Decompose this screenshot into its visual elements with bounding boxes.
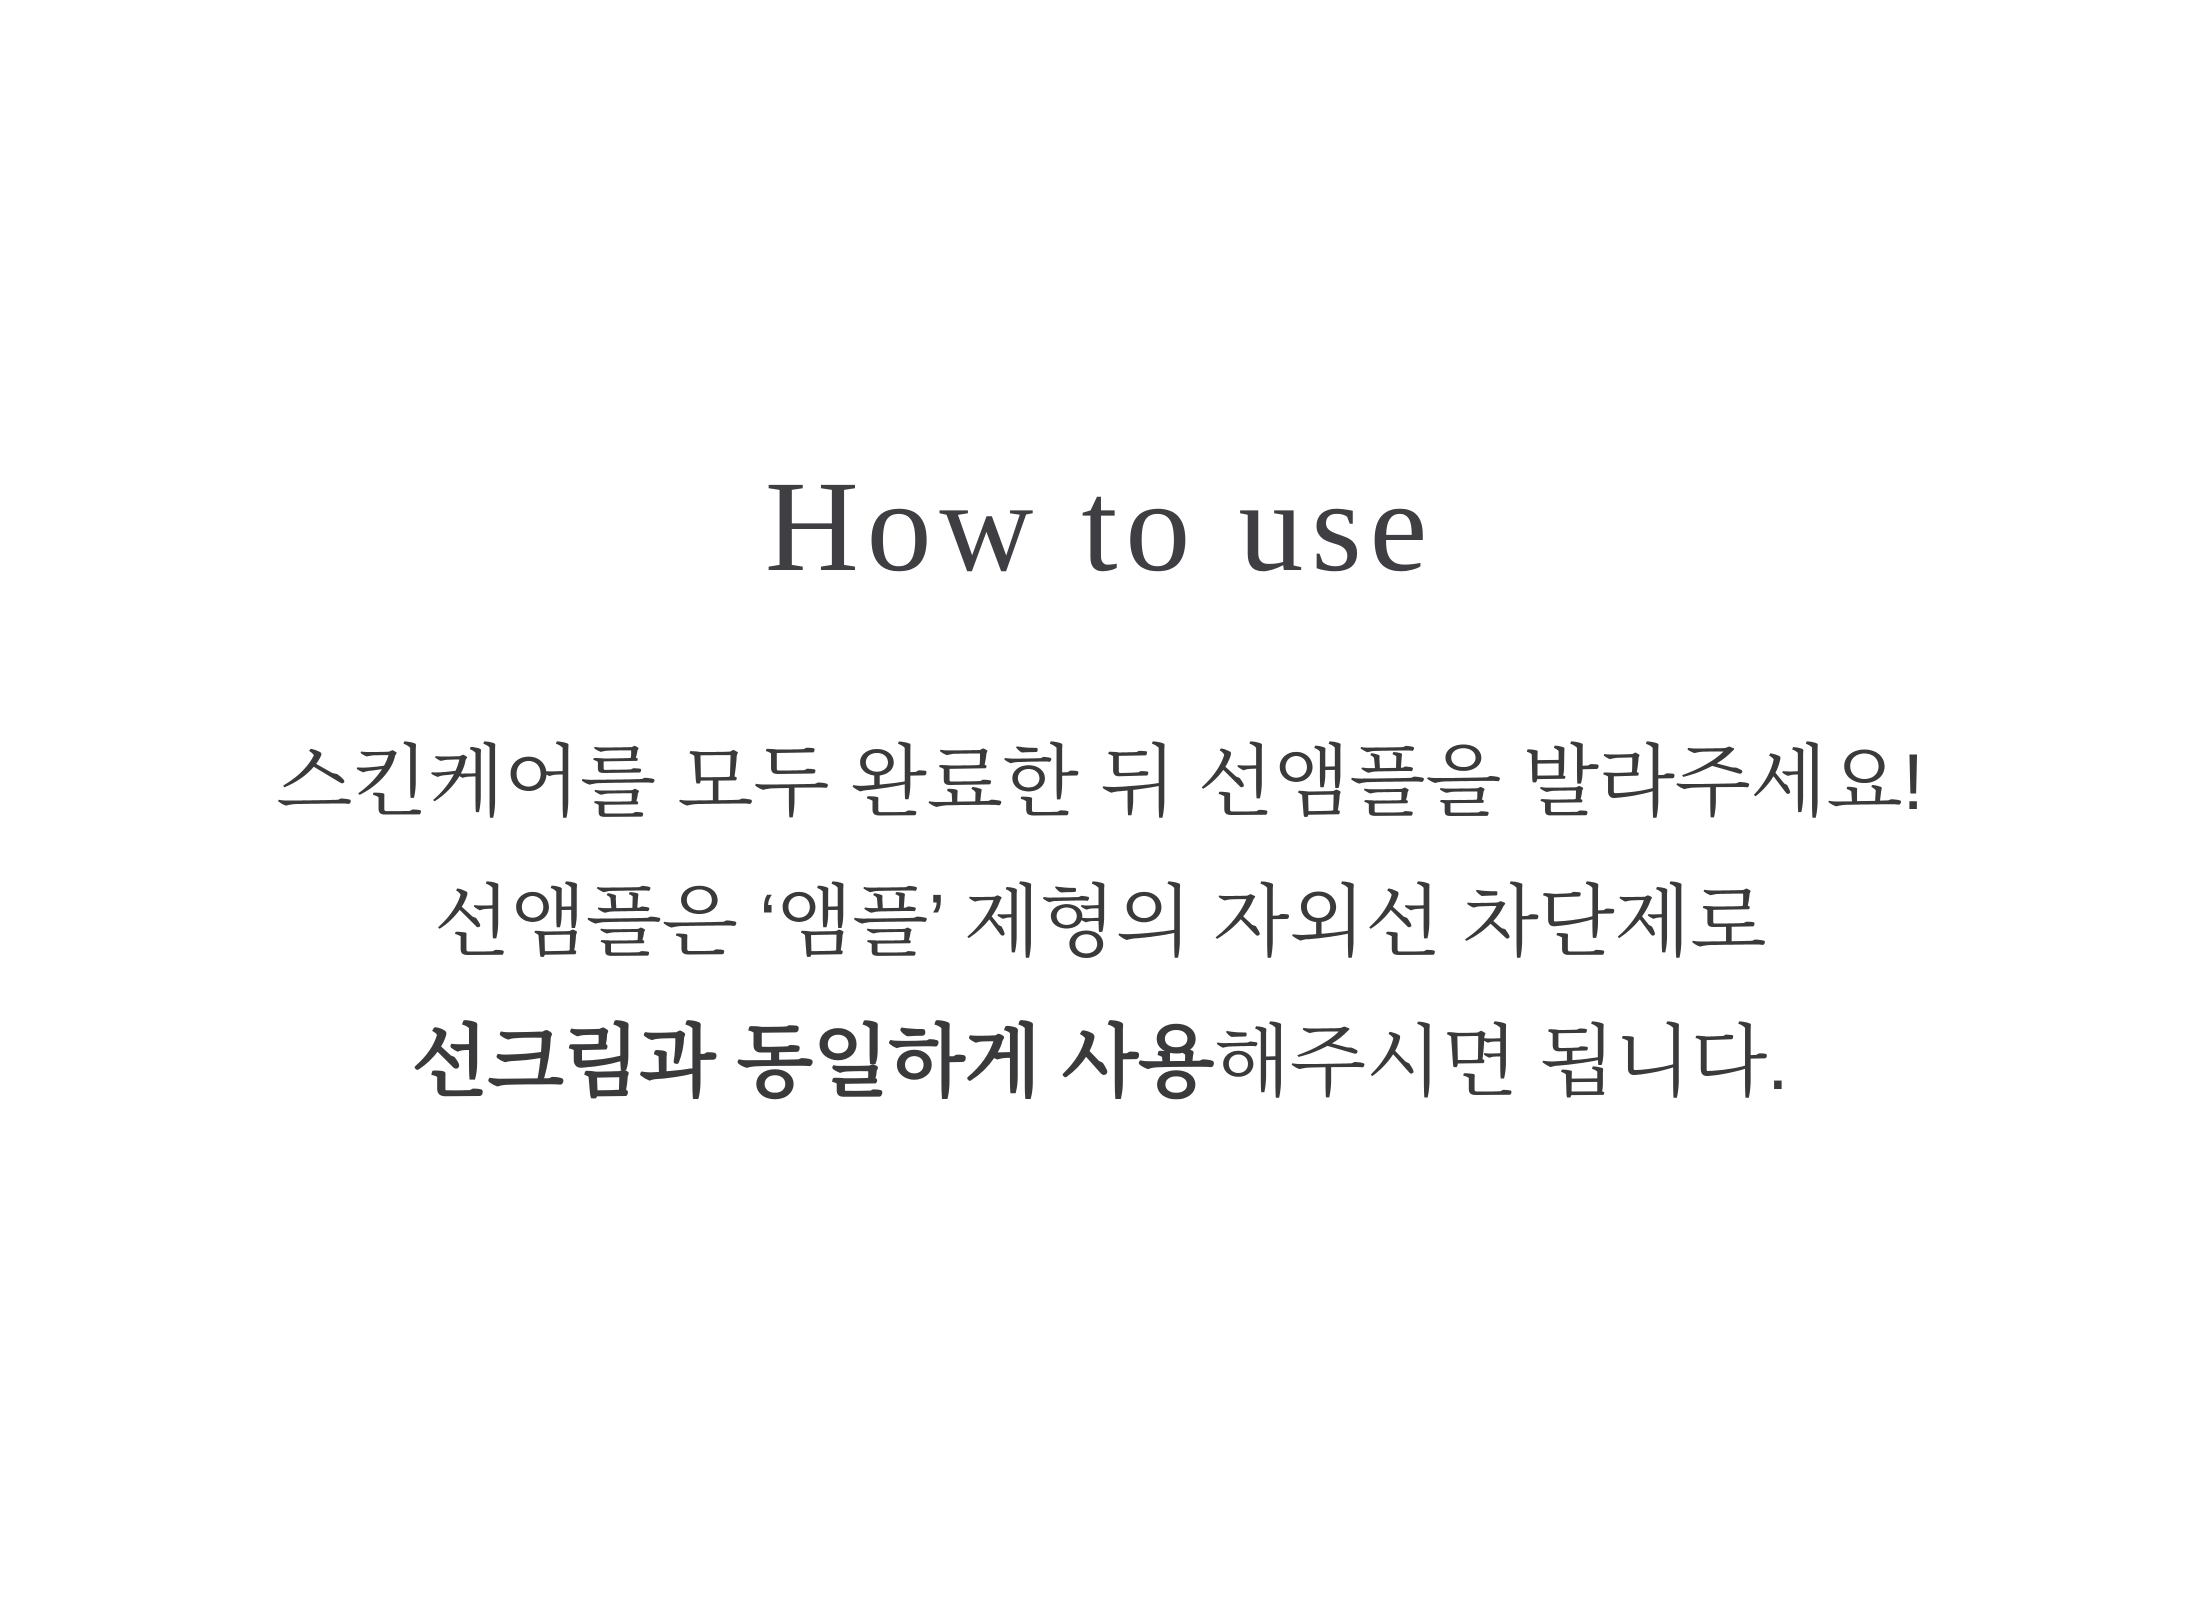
- instruction-line-3: [0, 992, 2200, 1132]
- page-title: How to use: [764, 455, 1436, 599]
- instructions-block: [0, 712, 2200, 1132]
- instruction-line-2: 선앰플은 ‘앰플’ 제형의 자외선 차단제로: [433, 877, 1767, 966]
- instruction-line-3-bold: 선크림과 동일하게 사용: [411, 1017, 1214, 1106]
- instruction-line-3-regular: 해주시면 됩니다.: [1213, 1017, 1789, 1106]
- instruction-line-1: 스킨케어를 모두 완료한 뒤 선앰플을 발라주세요!: [276, 737, 1924, 826]
